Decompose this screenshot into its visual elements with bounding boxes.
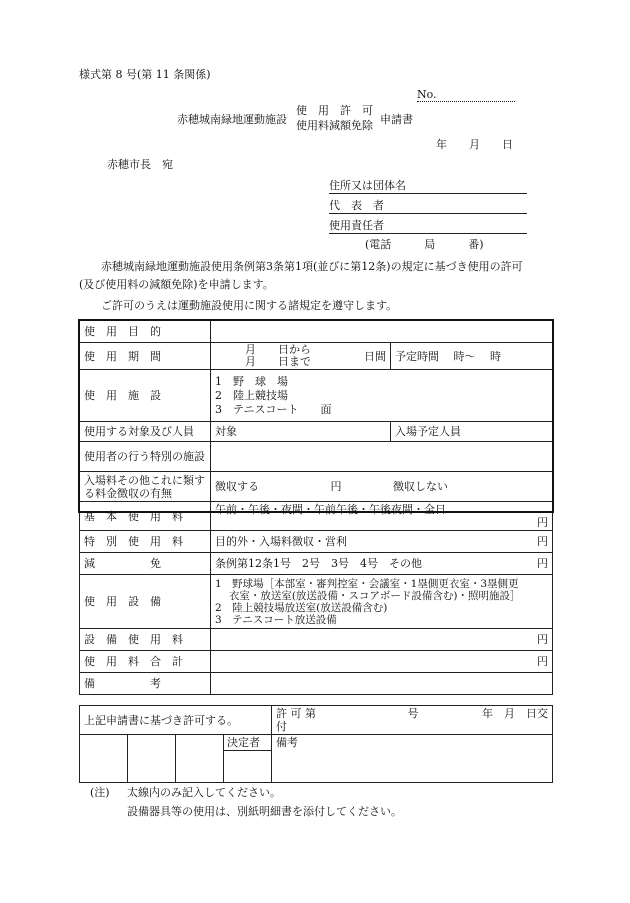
reduction-field[interactable]: [211, 553, 553, 575]
responsible-person-label: 使用責任者: [329, 219, 384, 232]
permit-number-field[interactable]: [272, 706, 553, 735]
note-1: 太線内のみ記入してください。: [127, 786, 281, 799]
fee-yen: 円: [330, 480, 342, 493]
body-paragraph-2: ご許可のうえは運動施設使用に関する諸規定を遵守します。: [101, 299, 398, 312]
permit-go-label: 号: [407, 707, 419, 720]
special-facility-field[interactable]: [211, 442, 553, 472]
approval-stamp-2[interactable]: [128, 735, 176, 783]
facility-item-baseball: 1 野 球 場: [215, 374, 288, 388]
basic-fee-yen: 円: [537, 516, 548, 529]
equipment-item-2: 2 陸上競技場放送室(放送設備含む): [215, 601, 388, 614]
admission-fee-label: 入場料その他これに類する料金徴収の有無: [80, 472, 211, 502]
serial-number-field[interactable]: [417, 88, 515, 102]
title-facility: 赤穂城南緑地運動施設: [177, 113, 287, 126]
representative-field[interactable]: [329, 197, 527, 214]
target-label: 使用する対象及び人員: [80, 422, 211, 442]
form-number: 様式第 8 号(第 11 条関係): [79, 68, 211, 81]
approval-statement: 上記申請書に基づき許可する。: [80, 706, 272, 735]
facility-label: 使 用 施 設: [80, 370, 211, 422]
title-options: [296, 103, 373, 133]
equipment-field[interactable]: [211, 575, 553, 629]
title-option-permit: 使 用 許 可: [296, 104, 373, 117]
reduction-options: 条例第12条1号 2号 3号 4号 その他: [215, 557, 422, 570]
equipment-item-3: 3 テニスコート放送設備: [215, 613, 337, 626]
purpose-field[interactable]: [211, 321, 553, 343]
phone-field[interactable]: (電話 局 番): [365, 238, 484, 251]
approval-stamp-1[interactable]: [80, 735, 128, 783]
period-from: 月 日から: [245, 343, 311, 356]
decider-cell[interactable]: [224, 735, 272, 783]
notes-label: (注): [90, 786, 110, 799]
equipment-item-1b: 衣室・放送室(放送設備・スコアボード設備含む)・照明施設］: [215, 589, 521, 602]
basic-fee-label: 基 本 使 用 料: [80, 502, 211, 531]
address-field[interactable]: [329, 177, 527, 194]
scheduled-time-field[interactable]: 予定時間 時～ 時: [391, 343, 553, 370]
period-to: 月 日まで: [245, 355, 311, 368]
issued-date: 年 月 日交付: [276, 707, 548, 733]
remarks-label: 備 考: [80, 673, 211, 695]
special-fee-yen: 円: [537, 535, 548, 548]
facility-item-tennis: 3 テニスコート 面: [215, 402, 332, 416]
reduction-label: 減 免: [80, 553, 211, 575]
title-suffix: 申請書: [380, 113, 413, 126]
fee-no-collect: 徴収しない: [393, 480, 448, 493]
admission-fee-field[interactable]: [211, 472, 553, 502]
decider-label: 決定者: [224, 735, 271, 751]
body-paragraph-1b: (及び使用料の減額免除)を申請します。: [79, 278, 274, 291]
title-option-reduction: 使用料減額免除: [296, 119, 373, 132]
application-table: [79, 320, 553, 695]
approval-remarks-label: 備考: [276, 736, 298, 749]
facility-field[interactable]: [211, 370, 553, 422]
period-days: 日間: [364, 349, 386, 363]
period-label: 使 用 期 間: [80, 343, 211, 370]
approval-remarks-field[interactable]: [272, 735, 553, 783]
special-fee-label: 特 別 使 用 料: [80, 531, 211, 553]
facility-item-track: 2 陸上競技場: [215, 388, 288, 402]
equipment-item-1a: 1 野球場［本部室・審判控室・会議室・1塁側更衣室・3塁側更: [215, 577, 519, 590]
serial-number-label: No.: [417, 88, 437, 101]
special-facility-label: 使用者の行う特別の施設: [80, 442, 211, 472]
approval-stamp-3[interactable]: [176, 735, 224, 783]
equipment-fee-field[interactable]: 円: [211, 629, 553, 651]
permit-no-label: 許 可 第: [276, 707, 316, 720]
address-label: 住所又は団体名: [329, 179, 406, 192]
special-fee-field[interactable]: [211, 531, 553, 553]
remarks-field[interactable]: [211, 673, 553, 695]
basic-fee-field[interactable]: [211, 502, 553, 531]
period-field[interactable]: [211, 343, 391, 370]
basic-fee-options: 午前・午後・夜間・午前午後・午後夜間・全日: [215, 503, 446, 516]
addressee: 赤穂市長 宛: [107, 158, 173, 171]
purpose-label: 使 用 目 的: [80, 321, 211, 343]
representative-label: 代 表 者: [329, 199, 384, 212]
responsible-person-field[interactable]: [329, 217, 527, 234]
total-fee-field[interactable]: 円: [211, 651, 553, 673]
approval-table: [79, 705, 553, 783]
body-paragraph-1a: 赤穂城南緑地運動施設使用条例第3条第1項(並びに第12条)の規定に基づき使用の許可: [101, 260, 523, 273]
note-2: 設備器具等の使用は、別紙明細書を添付してください。: [127, 805, 402, 818]
fee-collect: 徴収する: [215, 480, 259, 493]
equipment-fee-label: 設 備 使 用 料: [80, 629, 211, 651]
application-date: 年 月 日: [436, 138, 513, 151]
reduction-yen: 円: [537, 557, 548, 570]
special-fee-options: 目的外・入場料徴収・営利: [215, 535, 347, 548]
expected-attendance-field[interactable]: 入場予定人員: [391, 422, 553, 442]
equipment-label: 使 用 設 備: [80, 575, 211, 629]
total-fee-label: 使 用 料 合 計: [80, 651, 211, 673]
target-field[interactable]: 対象: [211, 422, 391, 442]
